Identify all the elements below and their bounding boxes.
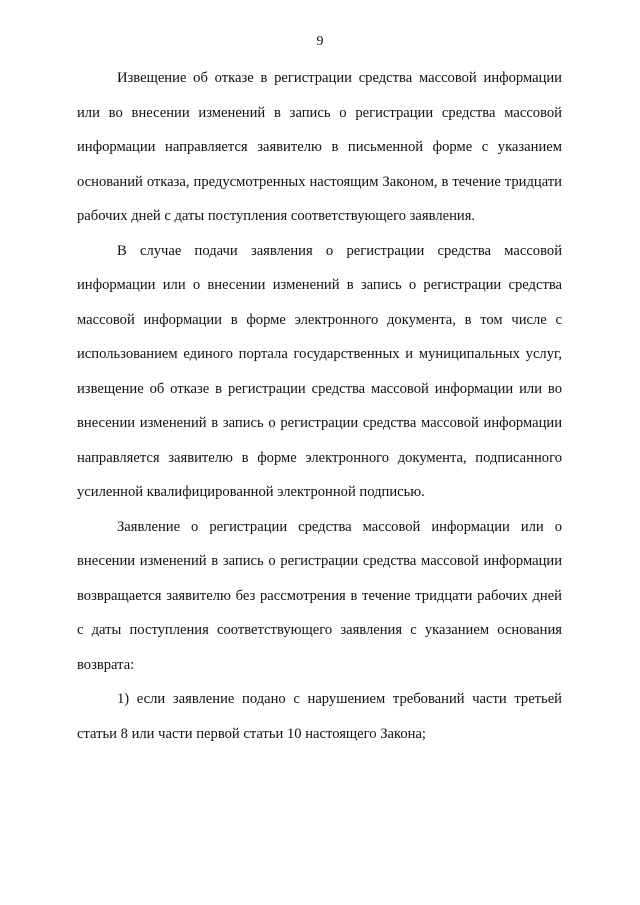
- paragraph-refusal-notice: Извещение об отказе в регистрации средства массовой информации или во внесении изменений в запись о регистрации средства массовой информации направляется заявителю в письменной форме с указанием оснований отказа, предусмотренных настоящим Законом, в течение тридцати рабочих дней с даты поступления соответствующего заявления.: [77, 70, 562, 224]
- paragraph-electronic-refusal: В случае подачи заявления о регистрации средства массовой информации или о внесении изменений в запись о регистрации средства массовой информации в форме электронного документа, в том числе с использованием единого портала государственных и муниципальных услуг, извещение об отказе в регистрации средства массовой информации или во внесении изменений в запись о регистрации средства массовой информации направляется заявителю в форме электронного документа, подписанного усиленной квалифицированной электронной подписью.: [77, 242, 562, 500]
- paragraph-item-1: 1) если заявление подано с нарушением требований части третьей статьи 8 или части первой статьи 10 настоящего Закона;: [77, 691, 562, 742]
- paragraph-return-without-review: Заявление о регистрации средства массовой информации или о внесении изменений в запись о регистрации средства массовой информации возвращается заявителю без рассмотрения в течение тридцати рабочих дней с даты поступления соответствующего заявления с указанием основания возврата:: [77, 518, 562, 673]
- document-body: [77, 61, 562, 751]
- page-number: 9: [316, 34, 324, 49]
